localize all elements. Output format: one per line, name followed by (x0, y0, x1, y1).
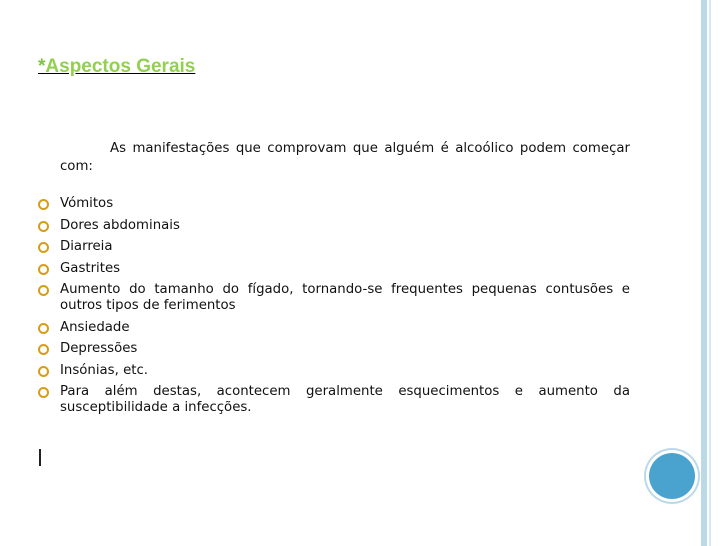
list-item (38, 282, 630, 314)
circle-bullet-icon (38, 221, 49, 232)
list-item-text: Aumento do tamanho do fígado, tornando-se frequentes pequenas contusões e outros tipos de ferimentos (60, 282, 630, 313)
circle-bullet-icon (38, 264, 49, 275)
circle-bullet-icon (38, 199, 49, 210)
list-item-text: Depressões (60, 341, 138, 356)
circle-bullet-icon (38, 323, 49, 334)
list-item (38, 196, 630, 212)
circle-bullet-icon (38, 344, 49, 355)
list-item (38, 218, 630, 234)
list-item (38, 261, 630, 277)
list-item (38, 384, 630, 416)
list-item (38, 320, 630, 336)
list-item (38, 363, 630, 379)
text-cursor[interactable] (39, 449, 41, 466)
circle-bullet-icon (38, 387, 49, 398)
list-item-text: Ansiedade (60, 319, 130, 335)
circle-bullet-icon (38, 366, 49, 377)
bullet-list (38, 196, 630, 422)
intro-paragraph: As manifestações que comprovam que alguém é alcoólico podem começar com: (60, 141, 630, 174)
title-asterisk: * (38, 56, 46, 77)
list-item (38, 239, 630, 255)
list-item-text: Diarreia (60, 239, 113, 254)
list-item-text: Gastrites (60, 260, 121, 276)
decorative-circle-icon (649, 453, 695, 499)
list-item-text: Insónias, etc. (60, 362, 148, 378)
right-frame-line (709, 0, 711, 546)
right-frame-bar (701, 0, 707, 546)
list-item-text: Dores abdominais (60, 217, 180, 233)
circle-bullet-icon (38, 242, 49, 253)
title-text: Aspectos Gerais (45, 56, 196, 77)
slide-title (38, 56, 195, 78)
list-item-text: Vómitos (60, 196, 114, 211)
circle-bullet-icon (38, 285, 49, 296)
list-item (38, 341, 630, 357)
list-item-text: Para além destas, acontecem geralmente esquecimentos e aumento da susceptibilidade a infecções. (60, 384, 630, 415)
